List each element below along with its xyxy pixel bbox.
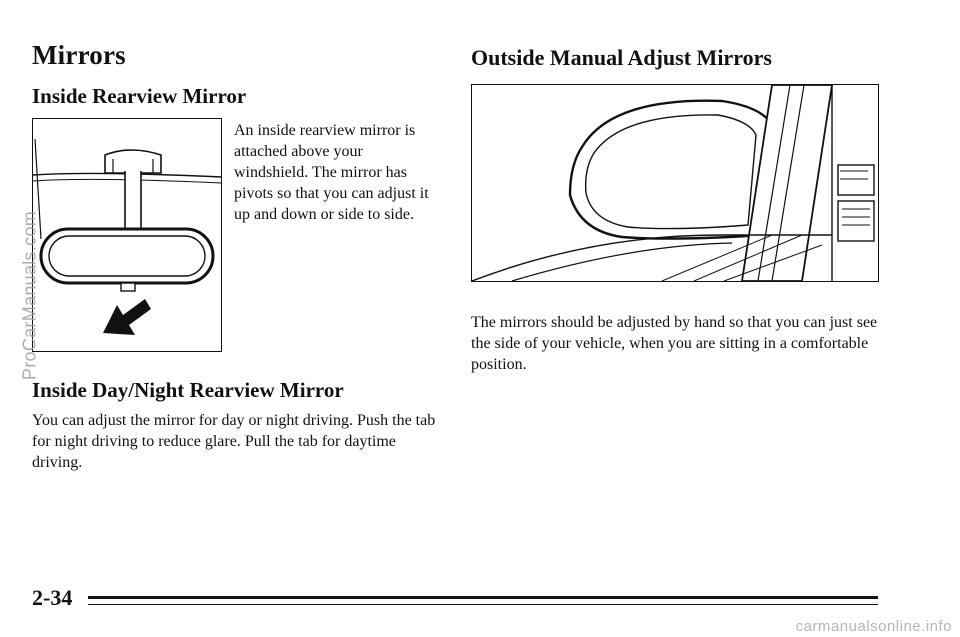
section-title: Mirrors <box>32 40 126 70</box>
outside-mirrors-title: Outside Manual Adjust Mirrors <box>471 45 772 70</box>
page-number: 2-34 <box>32 585 73 610</box>
site-watermark: carmanualsonline.info <box>795 618 952 635</box>
day-night-title: Inside Day/Night Rearview Mirror <box>32 378 344 402</box>
inside-rearview-title: Inside Rearview Mirror <box>32 84 247 108</box>
inside-mirror-drawing <box>33 119 221 351</box>
footer-rule-thin <box>88 604 878 605</box>
outside-mirrors-text: The mirrors should be adjusted by hand so that you can just see the side of your vehicle, when you are sitting in a comfortable position. <box>471 314 878 373</box>
outside-mirror-illustration <box>471 84 879 282</box>
outside-mirror-drawing <box>472 85 878 281</box>
day-night-text: You can adjust the mirror for day or night driving. Push the tab for night driving to reduce glare. Pull the tab for daytime driving. <box>32 412 436 471</box>
inside-rearview-text: An inside rearview mirror is attached above your windshield. The mirror has pivots so that you can adjust it up and down or side to side. <box>234 122 429 223</box>
footer-rule <box>88 596 878 599</box>
inside-mirror-illustration <box>32 118 222 352</box>
push-arrow-icon <box>103 299 151 335</box>
side-watermark: ProCarManuals.com <box>19 210 40 381</box>
